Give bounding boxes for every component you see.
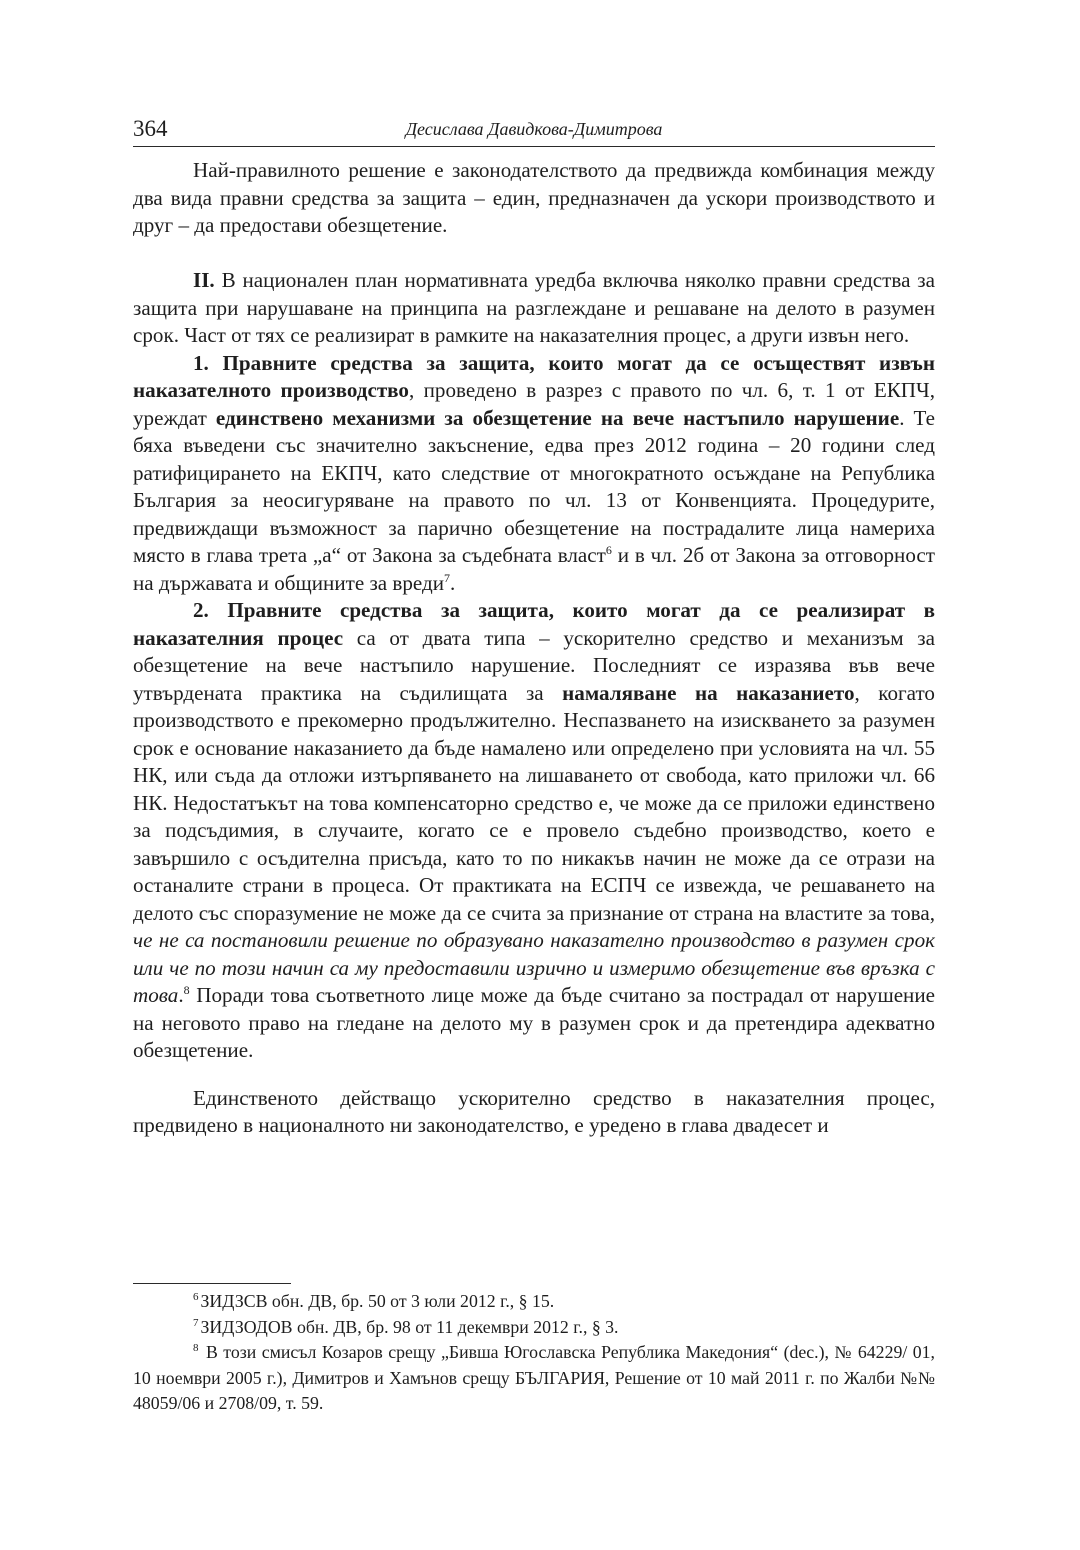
footnote-number: 7 [193, 1316, 199, 1329]
paragraph-4-text: са от двата типа – ускорително средство и механизъм за обезщетение на вече настъпило нарушение. Последният се изразява във вече утвърдената практика на съдилищата за [133, 625, 935, 705]
paragraph-4-quote: че не са постановили решение по образувано наказателно производство в разумен срок или че по този начин са му предоставили изрично и измеримо обезщетение във връзка с това [133, 928, 935, 1007]
footnote-text: В този смисъл Козаров срещу „Бивша Югославска Република Македония“ (dec.), № 64229/ 01, 10 ноември 2005 г.), Димитров и Хамънов срещу БЪЛГАРИЯ, Решение от 10 май 2011 г. по Жалби №№ 48059/06 и 2708/09, т. 59. [133, 1342, 935, 1413]
footnote-6 [133, 1289, 935, 1315]
paragraph-3 [133, 350, 935, 598]
paragraph-3-heading: 1. Правните средства за защита, които могат да се осъществят извън наказателното производство [133, 350, 935, 402]
footnote-ref-8: 8 [183, 982, 190, 997]
body-text [133, 157, 935, 1140]
footnotes [133, 1289, 935, 1417]
paragraph-4-text: . [178, 983, 184, 1007]
paragraph-3-text: . [450, 570, 456, 595]
paragraph-3-text: и в чл. 2б от Закона за отговорност на държавата и общините за вреди [133, 543, 936, 595]
paragraph-1: Най-правилното решение е законодателството да предвижда комбинация между два вида правни средства за защита – един, предназначен да ускори производството и друг – да предостави обезщетение. [133, 158, 935, 237]
footnote-number: 6 [193, 1291, 199, 1304]
footnote-8 [133, 1340, 935, 1417]
footnote-text: ЗИДЗОДОВ обн. ДВ, бр. 98 от 11 декември 2012 г., § 3. [200, 1316, 619, 1337]
running-head: Десислава Давидкова-Димитрова [405, 119, 663, 139]
paragraph-2-text: В национален план нормативната уредба включва няколко правни средства за защита при нарушаване на принципа на разглеждане и решаване на делото в разумен срок. Част от тях се реализират в рамките на наказателния процес, а други извън него. [133, 268, 935, 347]
footnote-7 [133, 1315, 935, 1341]
paragraph-4-text: , когато производството е прекомерно продължително. Неспазването на изискването за разумен срок е основание наказанието да бъде намалено или определено при условията на чл. 55 НК, или съда да отложи изтърпяването на лишаването от свобода, като приложи чл. 66 НК. Недостатъкът на това компенсаторно средство е, че може да се приложи единствено за подсъдимия, в случаите, когато се е провело съдебно производство, което е завършило с осъдителна присъда, като то по никакъв начин не може да се отрази на останалите страни в процеса. От практиката на ЕСПЧ се извежда, че решаването на делото със споразумение не може да се счита за признание от страна на властите за това, [133, 680, 935, 925]
page-number: 364 [133, 116, 168, 141]
paragraph-3-emphasis: единствено механизми за обезщетение на вече настъпило нарушение [215, 405, 900, 430]
footnote-divider [133, 1283, 291, 1284]
page-header [133, 114, 935, 147]
footnote-number: 8 [193, 1342, 199, 1355]
paragraph-4-heading: 2. Правните средства за защита, които могат да се реализират в наказателния процес [133, 598, 935, 650]
paragraph-5: Единственото действащо ускорително средство в наказателния процес, предвидено в националното ни законодателство, е уредено в глава двадесет и [133, 1085, 935, 1137]
section-numeral: II. [193, 268, 215, 292]
footnote-ref-7: 7 [444, 570, 451, 585]
footnote-text: ЗИДЗСВ обн. ДВ, бр. 50 от 3 юли 2012 г., § 15. [200, 1291, 555, 1311]
paragraph-4-text: Поради това съответното лице може да бъде считано за пострадал от нарушение на неговото право на гледане на делото му в разумен срок и да претендира адекватно обезщетение. [133, 983, 935, 1062]
paragraph-3-text: , проведено в разрез с правото по чл. 6, т. 1 от ЕКПЧ, уреждат [133, 378, 935, 430]
footnote-ref-6: 6 [605, 542, 612, 557]
paragraph-4 [133, 597, 935, 1065]
paragraph-2 [133, 267, 935, 350]
paragraph-3-text: . Те бяха въведени със значително закъснение, едва през 2012 година – 20 години след ратифицирането на ЕКПЧ, като следствие от многократното осъждане на Република България за неосигуряване на правото по чл. 13 от Конвенцията. Процедурите, предвиждащи възможност за парично обезщетение на пострадалите лица намериха място в глава трета „а“ от Закона за съдебната власт [133, 405, 935, 567]
paragraph-4-emphasis: намаляване на наказанието [562, 680, 855, 705]
